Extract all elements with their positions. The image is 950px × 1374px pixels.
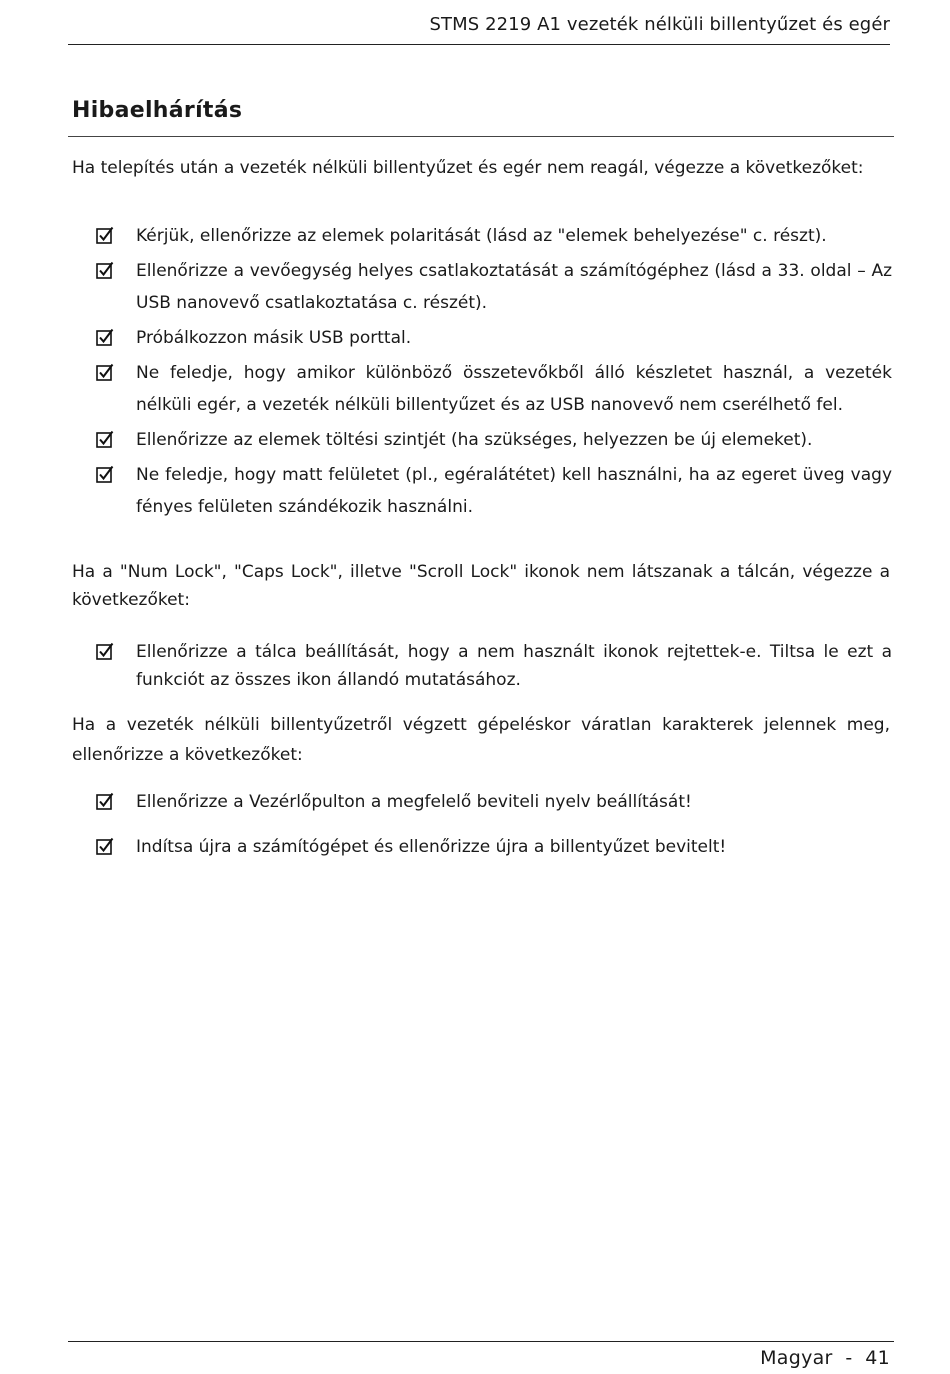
- list-item-text: Ellenőrizze az elemek töltési szintjét (ha szükséges, helyezzen be új elemeket).: [136, 430, 813, 450]
- checked-box-icon: [96, 642, 114, 660]
- list-item: [96, 459, 892, 523]
- checklist-3: [96, 786, 892, 866]
- unexpected-chars-paragraph: Ha a vezeték nélküli billentyűzetről végzett gépeléskor váratlan karakterek jelennek meg, ellenőrizze a következőket:: [72, 715, 890, 765]
- list-item: [96, 831, 892, 863]
- checklist-1: [96, 220, 892, 526]
- checked-box-icon: [96, 430, 114, 448]
- checked-box-icon: [96, 261, 114, 279]
- list-item-text: Ellenőrizze a vevőegység helyes csatlakoztatását a számítógéphez (lásd a 33. oldal – Az USB nanovevő csatlakoztatása c. részét).: [136, 261, 892, 313]
- list-item-text: Ne feledje, hogy amikor különböző összetevőkből álló készletet használ, a vezeték nélküli egér, a vezeték nélküli billentyűzet és az USB nanovevő nem cserélhető fel.: [136, 363, 892, 415]
- checked-box-icon: [96, 792, 114, 810]
- header-title: STMS 2219 A1 vezeték nélküli billentyűzet és egér: [429, 14, 890, 35]
- list-item: [96, 638, 892, 694]
- section-title: Hibaelhárítás: [72, 98, 243, 123]
- list-item: [96, 220, 892, 252]
- checked-box-icon: [96, 837, 114, 855]
- numlock-paragraph: Ha a "Num Lock", "Caps Lock", illetve "Scroll Lock" ikonok nem látszanak a tálcán, végezze a következőket:: [72, 562, 890, 610]
- page-header: [68, 12, 890, 45]
- list-item-text: Ellenőrizze a Vezérlőpulton a megfelelő beviteli nyelv beállítását!: [136, 792, 692, 812]
- page-footer: [68, 1341, 894, 1369]
- footer-label: [760, 1347, 890, 1369]
- footer-separator: -: [845, 1347, 853, 1369]
- list-item: [96, 357, 892, 421]
- list-item: [96, 255, 892, 319]
- list-item-text: Próbálkozzon másik USB porttal.: [136, 328, 412, 348]
- list-item: [96, 786, 892, 818]
- title-divider: [68, 136, 894, 137]
- list-item-text: Ellenőrizze a tálca beállítását, hogy a nem használt ikonok rejtettek-e. Tiltsa le ezt a funkciót az összes ikon állandó mutatásához.: [136, 642, 892, 690]
- list-item-text: Ne feledje, hogy matt felületet (pl., egéralátétet) kell használni, ha az egeret üveg vagy fényes felületen szándékozik használni.: [136, 465, 892, 517]
- list-item-text: Indítsa újra a számítógépet és ellenőrizze újra a billentyűzet bevitelt!: [136, 837, 727, 857]
- checked-box-icon: [96, 226, 114, 244]
- checked-box-icon: [96, 328, 114, 346]
- list-item: [96, 322, 892, 354]
- checked-box-icon: [96, 363, 114, 381]
- page-number: 41: [865, 1347, 890, 1369]
- intro-paragraph: Ha telepítés után a vezeték nélküli billentyűzet és egér nem reagál, végezze a következőket:: [72, 158, 864, 178]
- checklist-2: [96, 638, 892, 697]
- footer-language: Magyar: [760, 1347, 833, 1369]
- checked-box-icon: [96, 465, 114, 483]
- list-item-text: Kérjük, ellenőrizze az elemek polaritását (lásd az "elemek behelyezése" c. részt).: [136, 226, 827, 246]
- list-item: [96, 424, 892, 456]
